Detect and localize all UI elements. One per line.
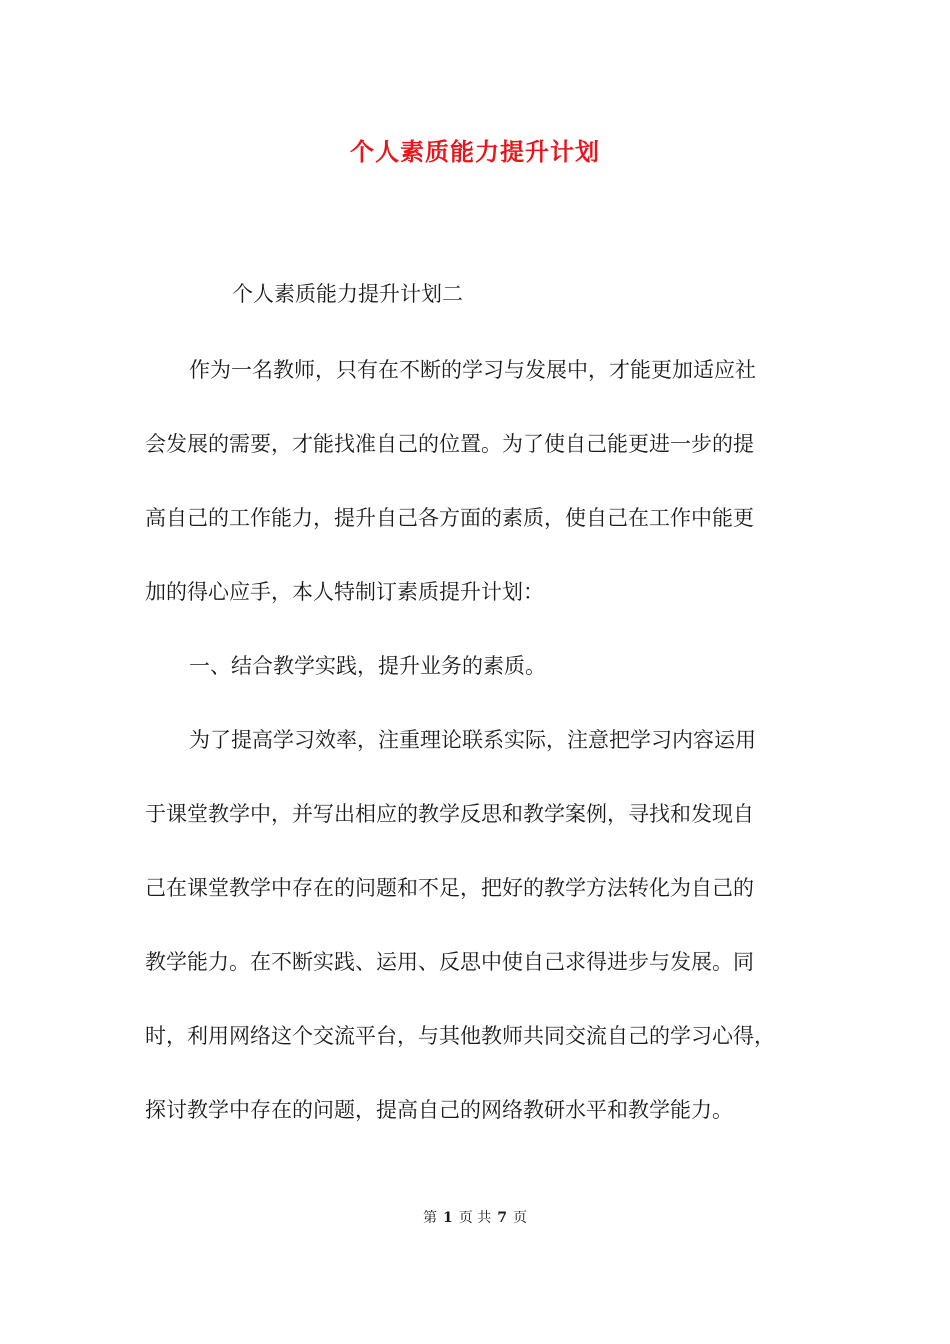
paragraph-intro [145,352,805,648]
paragraph-line: 为了提高学习效率，注重理论联系实际，注意把学习内容运用 [189,728,756,752]
paragraph-line: 时，利用网络这个交流平台，与其他教师共同交流自己的学习心得， [145,1024,775,1048]
paragraph-line: 教学能力。在不断实践、运用、反思中使自己求得进步与发展。同 [145,950,754,974]
paragraph-line: 于课堂教学中，并写出相应的教学反思和教学案例，寻找和发现自 [145,802,754,826]
paragraph-line: 加的得心应手，本人特制订素质提升计划： [145,580,544,604]
footer-suffix: 页 [512,1210,527,1226]
section-heading-text: 一、结合教学实践，提升业务的素质。 [189,654,546,678]
document-subtitle: 个人素质能力提升计划二 [232,282,463,306]
paragraph-line: 会发展的需要，才能找准自己的位置。为了使自己能更进一步的提 [145,432,754,456]
footer-middle: 页 共 [458,1210,492,1226]
paragraph-line: 作为一名教师，只有在不断的学习与发展中，才能更加适应社 [189,358,756,382]
paragraph-line: 己在课堂教学中存在的问题和不足，把好的教学方法转化为自己的 [145,876,754,900]
footer-total-pages: 7 [497,1210,507,1226]
footer-prefix: 第 [423,1210,438,1226]
paragraph-section1 [145,722,805,1166]
document-title: 个人素质能力提升计划 [350,137,600,166]
paragraph-line: 探讨教学中存在的问题，提高自己的网络教研水平和教学能力。 [145,1098,733,1122]
page-footer [0,1208,950,1228]
section-heading [145,648,805,722]
footer-current-page: 1 [443,1210,453,1226]
paragraph-line: 高自己的工作能力，提升自己各方面的素质，使自己在工作中能更 [145,506,754,530]
